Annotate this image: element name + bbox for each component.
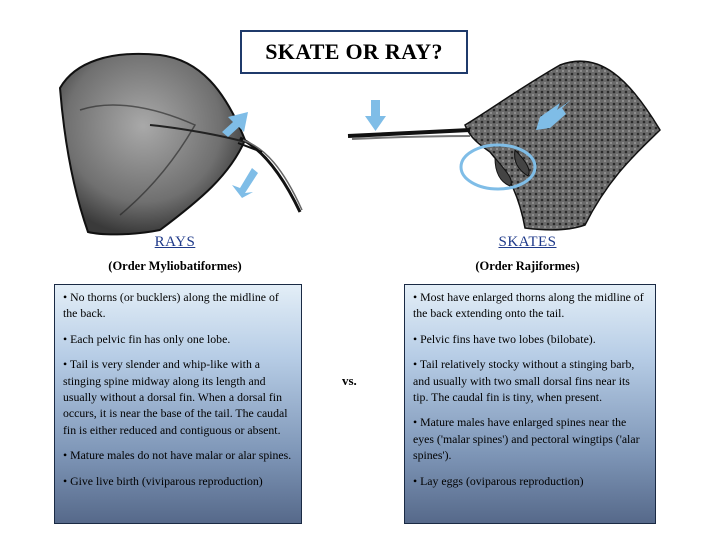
skates-fact: • Mature males have enlarged spines near the eyes ('malar spines') and pectoral wingtips ('alar spines'). <box>413 415 640 463</box>
skates-heading <box>405 234 650 274</box>
arrow-icon <box>365 100 386 131</box>
page-title: SKATE OR RAY? <box>240 30 468 74</box>
rays-name: RAYS <box>154 234 196 250</box>
rays-fact: • Tail is very slender and whip-like with a stinging spine midway along its length and usually without a dorsal fin. When a dorsal fin occurs, it is near the base of the tail. The caudal fin is either reduced and contiguous or absent. <box>63 357 288 437</box>
skates-fact: • Pelvic fins have two lobes (bilobate). <box>413 331 596 346</box>
rays-order: (Order Myliobatiformes) <box>108 259 242 273</box>
ray-illustration <box>60 54 302 234</box>
rays-fact: • Mature males do not have malar or alar spines. <box>63 448 292 463</box>
rays-fact: • No thorns (or bucklers) along the midline of the back. <box>63 290 279 321</box>
vs-label: vs. <box>342 373 357 388</box>
rays-fact: • Give live birth (viviparous reproduction) <box>63 473 263 488</box>
skates-fact: • Lay eggs (oviparous reproduction) <box>413 473 584 488</box>
skates-panel <box>404 284 656 524</box>
rays-heading <box>60 234 290 274</box>
rays-panel <box>54 284 302 524</box>
skates-order: (Order Rajiformes) <box>475 259 580 273</box>
skates-fact: • Most have enlarged thorns along the midline of the back extending onto the tail. <box>413 290 644 321</box>
arrow-icon <box>232 168 258 198</box>
rays-fact: • Each pelvic fin has only one lobe. <box>63 331 231 346</box>
skates-name: SKATES <box>498 234 557 250</box>
skates-fact: • Tail relatively stocky without a stinging barb, and usually with two small dorsal fins near its tip. The caudal fin is tiny, when present. <box>413 357 635 405</box>
